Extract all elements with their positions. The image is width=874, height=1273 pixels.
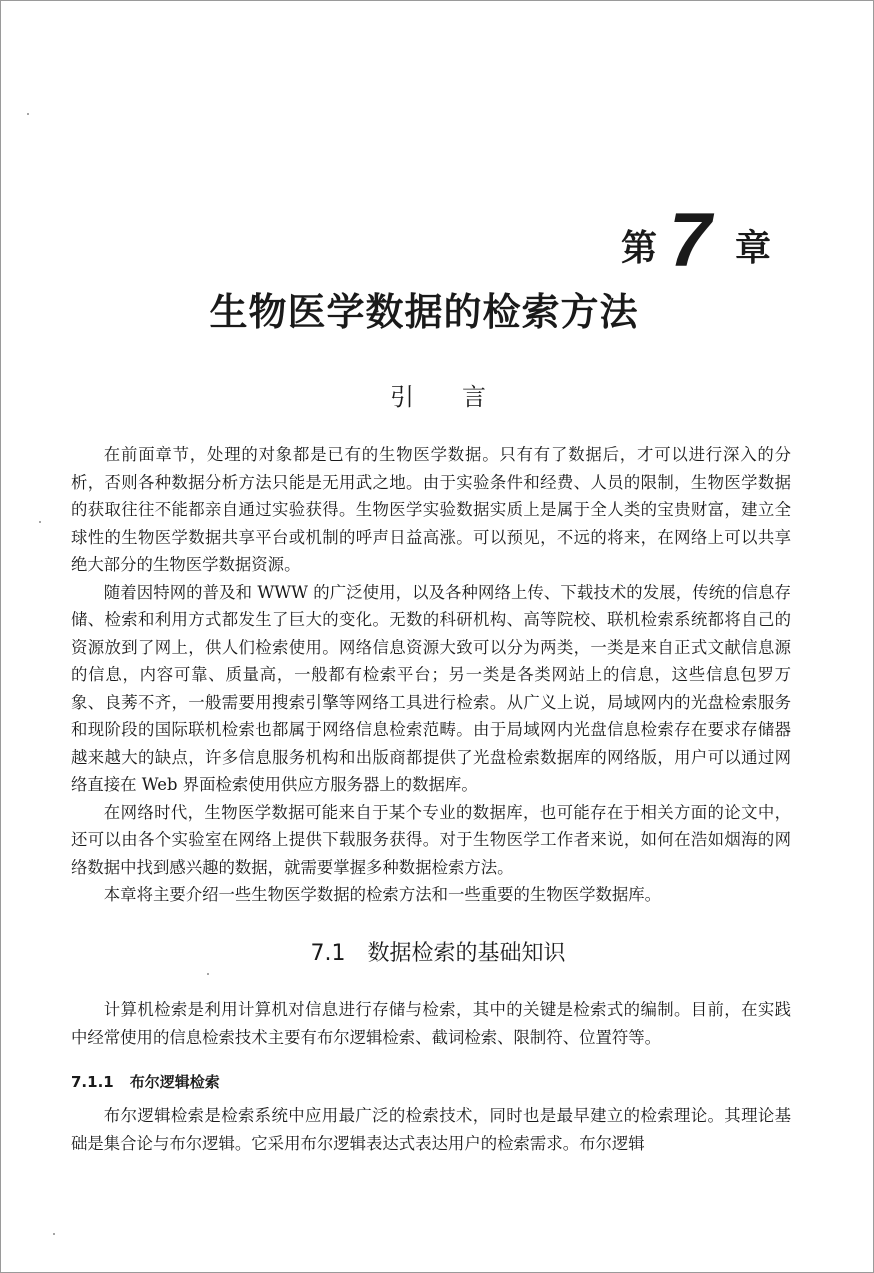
paragraph: 计算机检索是利用计算机对信息进行存储与检索，其中的关键是检索式的编制。目前，在实践中经常使用的信息检索技术主要有布尔逻辑检索、截词检索、限制符、位置符等。 <box>71 1000 791 1047</box>
chapter-prefix: 第 <box>621 228 658 269</box>
subsection-number: 7.1.1 <box>71 1073 114 1091</box>
section-number: 7.1 <box>310 941 346 966</box>
paragraph: 布尔逻辑检索是检索系统中应用最广泛的检索技术，同时也是最早建立的检索理论。其理论基础是集合论与布尔逻辑。它采用布尔逻辑表达式表达用户的检索需求。布尔逻辑 <box>71 1106 791 1153</box>
chapter-heading <box>615 198 795 283</box>
section-heading <box>1 936 874 972</box>
section-title: 数据检索的基础知识 <box>367 941 566 966</box>
subsection-title: 布尔逻辑检索 <box>129 1073 220 1091</box>
scan-speck <box>39 521 41 523</box>
intro-heading: 引言 <box>390 383 534 411</box>
paragraph: 在网络时代，生物医学数据可能来自于某个专业的数据库，也可能存在于相关方面的论文中，还可以由各个实验室在网络上提供下载服务获得。对于生物医学工作者来说，如何在浩如烟海的网络数据中找到感兴趣的数据，就需要掌握多种数据检索方法。 <box>71 802 791 877</box>
scan-speck <box>27 113 29 115</box>
paragraph: 在前面章节，处理的对象都是已有的生物医学数据。只有有了数据后，才可以进行深入的分析，否则各种数据分析方法只能是无用武之地。由于实验条件和经费、人员的限制，生物医学数据的获取往往不能都亲自通过实验获得。生物医学实验数据实质上是属于全人类的宝贵财富，建立全球性的生物医学数据共享平台或机制的呼声日益高涨。可以预见，不远的将来，在网络上可以共享绝大部分的生物医学数据资源。 <box>71 445 791 574</box>
section-body <box>71 996 791 1051</box>
paragraph: 本章将主要介绍一些生物医学数据的检索方法和一些重要的生物医学数据库。 <box>103 885 662 904</box>
chapter-number: 7 <box>669 198 712 283</box>
scan-speck <box>53 1233 55 1235</box>
scan-speck <box>207 973 209 975</box>
chapter-title: 生物医学数据的检索方法 <box>209 290 639 334</box>
paragraph: 随着因特网的普及和 WWW 的广泛使用，以及各种网络上传、下载技术的发展，传统的信息存储、检索和利用方式都发生了巨大的变化。无数的科研机构、高等院校、联机检索系统都将自己的资源放到了网上，供人们检索使用。网络信息资源大致可以分为两类，一类是来自正式文献信息源的信息，内容可靠、质量高，一般都有检索平台；另一类是各类网站上的信息，这些信息包罗万象、良莠不齐，一般需要用搜索引擎等网络工具进行检索。从广义上说，局域网内的光盘检索服务和现阶段的国际联机检索也都属于网络信息检索范畴。由于局域网内光盘信息检索存在要求存储器越来越大的缺点，许多信息服务机构和出版商都提供了光盘检索数据库的网络版，用户可以通过网络直接在 Web 界面检索使用供应方服务器上的数据库。 <box>71 582 791 794</box>
chapter-suffix: 章 <box>735 228 772 269</box>
intro-body <box>71 441 791 909</box>
subsection-heading <box>71 1070 220 1094</box>
subsection-body <box>71 1102 791 1157</box>
